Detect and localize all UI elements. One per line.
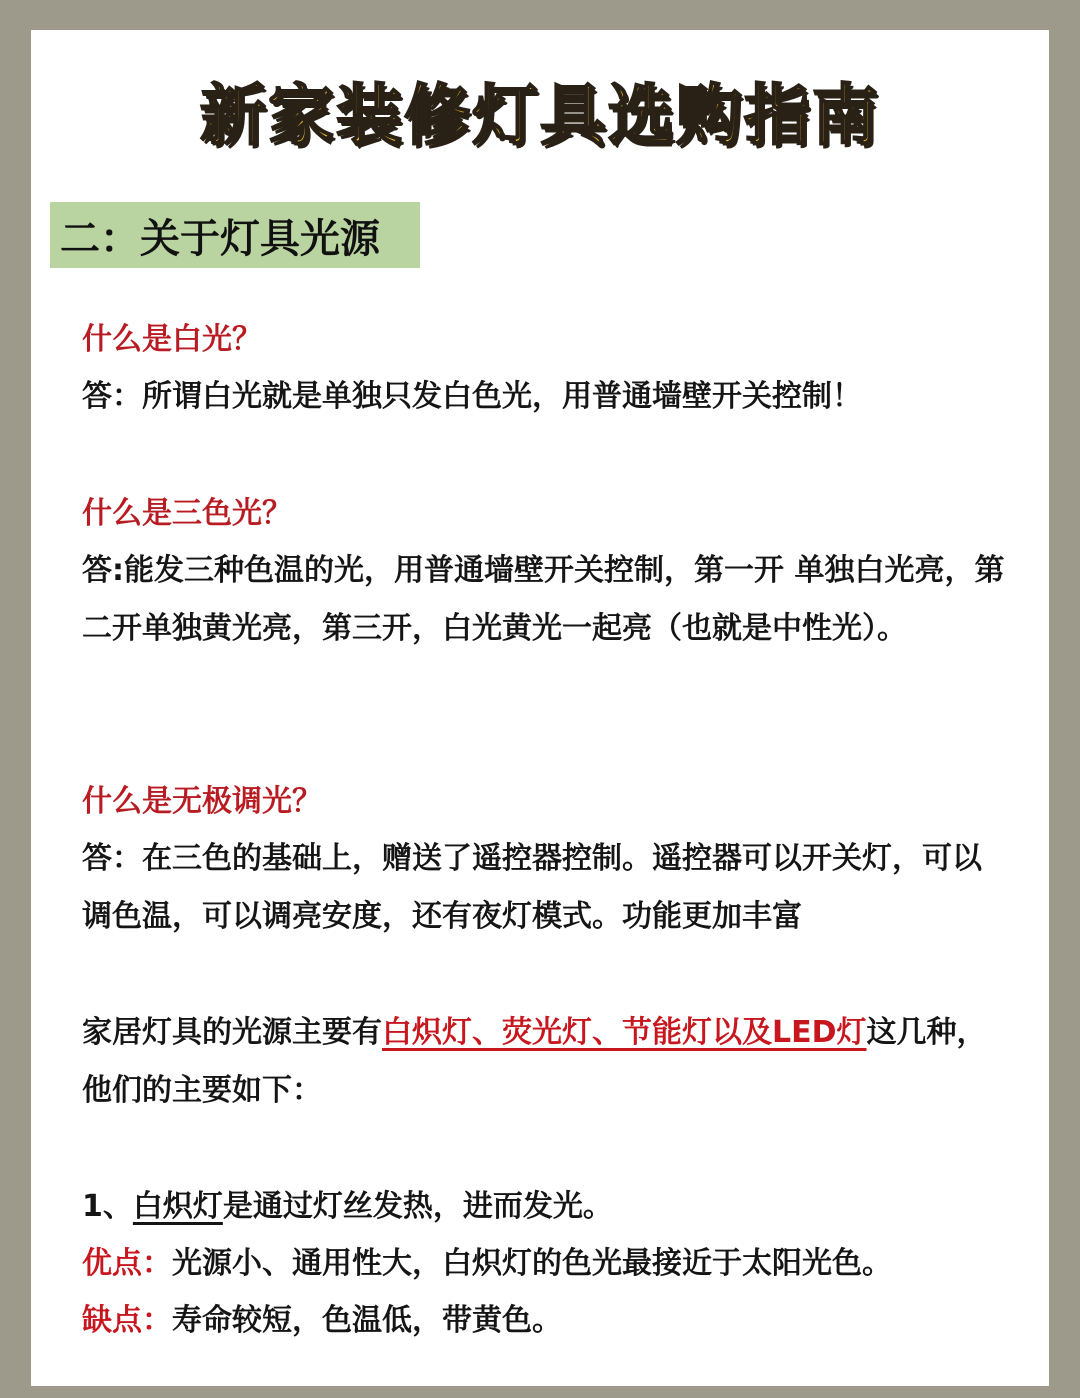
answer: 答：在三色的基础上，赠送了遥控器控制。遥控器可以开关灯，可以调色温，可以调亮安度，还有夜灯模式。功能更加丰富	[82, 841, 982, 934]
item-number: 1、	[82, 1189, 133, 1224]
pros-label: 优点：	[82, 1246, 172, 1281]
qa-item-white-light	[82, 320, 1012, 426]
item-name: 白炽灯	[132, 1189, 223, 1224]
page-title: 新家装修灯具选购指南	[200, 77, 880, 154]
question: 什么是无极调光？	[82, 784, 322, 819]
cons-line	[82, 1292, 1012, 1349]
pros-text: 光源小、通用性大，白炽灯的色光最接近于太阳光色。	[172, 1246, 892, 1281]
intro-suffix: 这几种，他们的主要如下：	[82, 1015, 987, 1108]
light-sources-intro	[82, 1004, 1006, 1120]
item-description	[82, 1178, 1012, 1235]
cons-label: 缺点：	[82, 1303, 172, 1338]
section-heading: 二：关于灯具光源	[50, 202, 420, 268]
answer: 答：所谓白光就是单独只发白色光，用普通墙壁开关控制！	[82, 379, 862, 414]
light-source-item-1	[82, 1178, 1012, 1349]
cons-text: 寿命较短，色温低，带黄色。	[172, 1303, 562, 1338]
item-desc: 是通过灯丝发热，进而发光。	[222, 1189, 613, 1224]
question: 什么是三色光？	[82, 496, 292, 531]
pros-line	[82, 1235, 1012, 1292]
qa-item-dimming	[82, 782, 1006, 946]
answer: 答:能发三种色温的光，用普通墙壁开关控制，第一开 单独白光亮，第二开单独黄光亮，第三开，白光黄光一起亮（也就是中性光）。	[82, 553, 1005, 646]
intro-highlight: 白炽灯、荧光灯、节能灯以及LED灯	[382, 1015, 867, 1050]
qa-item-tricolor-light	[82, 494, 1006, 658]
question: 什么是白光？	[82, 322, 262, 357]
intro-prefix: 家居灯具的光源主要有	[82, 1015, 382, 1050]
